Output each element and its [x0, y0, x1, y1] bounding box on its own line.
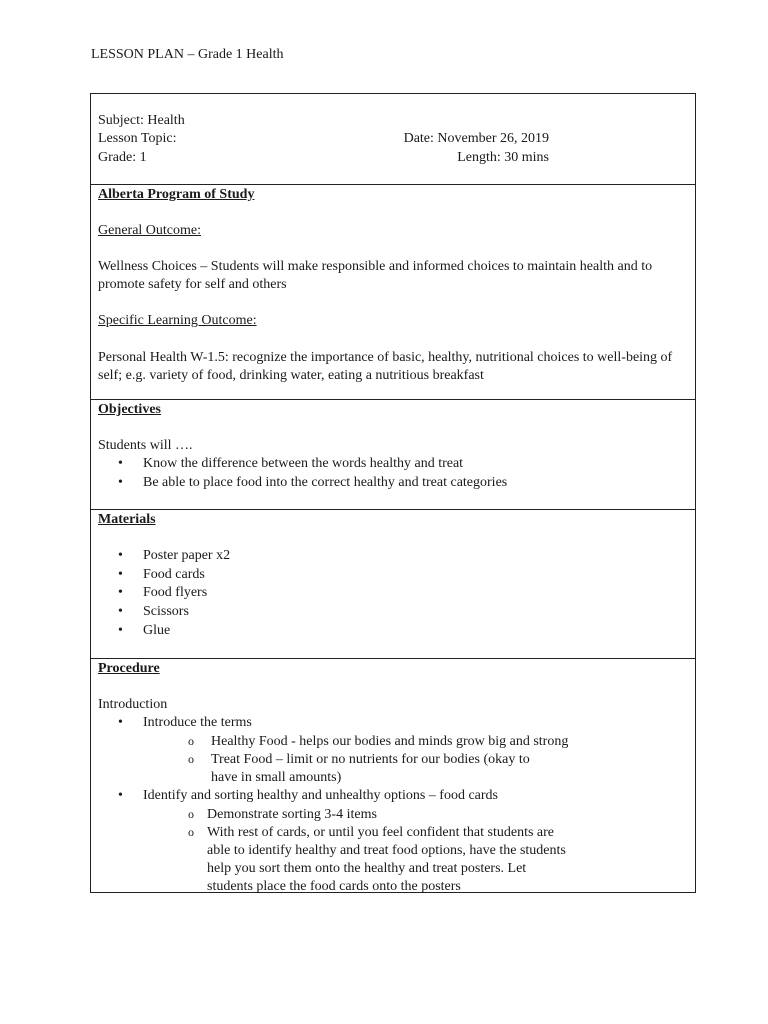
- list-item: • Be able to place food into the correct healthy and treat categories: [98, 474, 688, 493]
- grade-value: Grade: 1: [98, 149, 147, 165]
- sub-list-item: o Healthy Food - helps our bodies and minds grow big and strong: [98, 733, 688, 751]
- list-item: [98, 787, 688, 806]
- header-section: [91, 94, 695, 185]
- length-value: Length: 30 mins: [457, 149, 549, 165]
- introduction-label: Introduction: [98, 697, 168, 712]
- objectives-heading: Objectives: [98, 402, 161, 417]
- procedure-heading: Procedure: [98, 661, 160, 676]
- procedure-step-label: Identify and sorting healthy and unhealthy options – food cards: [143, 788, 498, 803]
- lesson-topic-label: Lesson Topic:: [98, 131, 177, 147]
- materials-list: [98, 547, 688, 641]
- procedure-list: [98, 787, 688, 806]
- list-item: • Food cards: [98, 566, 688, 585]
- objectives-section: [91, 400, 695, 510]
- lesson-plan-table: [90, 93, 696, 893]
- subject-line: Subject: Health: [98, 113, 185, 128]
- objectives-list: [98, 455, 688, 492]
- specific-outcome-text: Personal Health W-1.5: recognize the importance of basic, healthy, nutritional choices to well-being of self; e.g. variety of food, drinking water, eating a nutritious breakfast: [98, 349, 673, 383]
- list-item: • Glue: [98, 622, 688, 641]
- materials-heading: Materials: [98, 512, 156, 527]
- topic-date-row: [98, 130, 549, 148]
- date-value: Date: November 26, 2019: [403, 131, 549, 147]
- program-section: [91, 185, 695, 400]
- procedure-step-label: Introduce the terms: [143, 715, 252, 731]
- list-item: • Poster paper x2: [98, 547, 688, 566]
- list-item: • Food flyers: [98, 584, 688, 603]
- specific-outcome-label: Specific Learning Outcome:: [98, 313, 257, 329]
- list-item: • Scissors: [98, 603, 688, 622]
- materials-section: [91, 510, 695, 659]
- grade-length-row: [98, 149, 549, 167]
- general-outcome-text: Wellness Choices – Students will make responsible and informed choices to maintain health and to promote safety for self and others: [98, 259, 653, 293]
- procedure-list: [98, 714, 688, 733]
- general-outcome-label: General Outcome:: [98, 223, 202, 238]
- sub-list-item: o Treat Food – limit or no nutrients for our bodies (okay to have in small amounts): [98, 751, 531, 787]
- document-title: LESSON PLAN – Grade 1 Health: [91, 47, 284, 62]
- procedure-section: [91, 659, 695, 892]
- objectives-intro: Students will ….: [98, 438, 193, 453]
- sub-list-item: o Demonstrate sorting 3-4 items: [98, 806, 688, 824]
- sub-list-item: o With rest of cards, or until you feel confident that students are able to identify healthy and treat food options, have the students help you sort them onto the healthy and treat posters. Let students place the food cards onto the posters: [98, 824, 567, 896]
- program-heading: Alberta Program of Study: [98, 187, 255, 202]
- list-item: • Know the difference between the words healthy and treat: [98, 455, 688, 474]
- list-item: [98, 714, 688, 733]
